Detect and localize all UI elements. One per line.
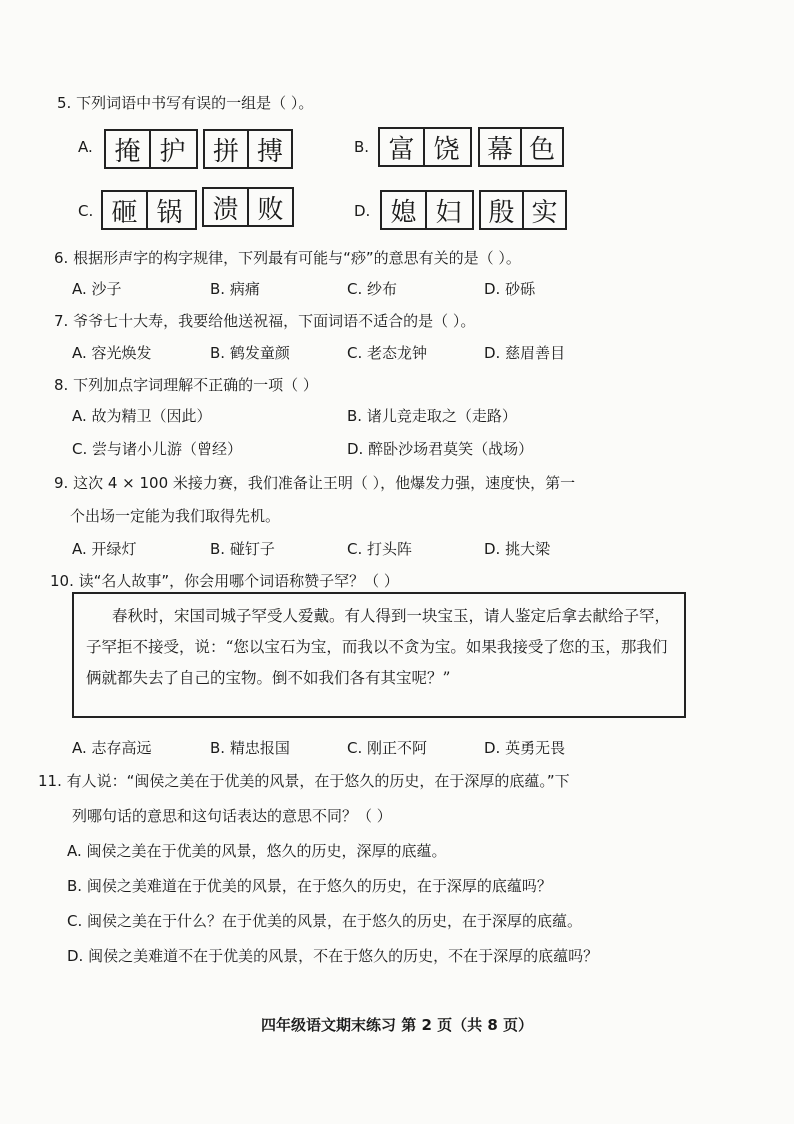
q11-stem-line2: 列哪句话的意思和这句话表达的意思不同？（ ） (72, 807, 392, 825)
char: 妇 (425, 192, 470, 228)
q11-option-b: B. 闽侯之美难道在于优美的风景，在于悠久的历史，在于深厚的底蕴吗？ (67, 877, 552, 895)
q5-a-word-1 (104, 129, 198, 169)
q11-option-d: D. 闽侯之美难道不在于优美的风景，不在于悠久的历史，不在于深厚的底蕴吗？ (67, 947, 599, 965)
q10-passage-box (72, 592, 686, 718)
q6-option-c: C. 纱布 (347, 280, 398, 298)
char: 搏 (247, 131, 291, 167)
q5-b-word-1 (378, 127, 472, 167)
char: 败 (247, 189, 292, 225)
char: 护 (149, 131, 194, 167)
q7-option-a: A. 容光焕发 (72, 344, 152, 362)
char: 媳 (390, 197, 417, 228)
q10-option-a: A. 志存高远 (72, 739, 152, 757)
q7-stem: 7. 爷爷七十大寿，我要给他送祝福，下面词语不适合的是（ ）。 (54, 312, 476, 330)
q10-option-c: C. 刚正不阿 (347, 739, 428, 757)
q11-option-c: C. 闽侯之美在于什么？在于优美的风景，在于悠久的历史，在于深厚的底蕴。 (67, 912, 583, 930)
q5-d-word-2 (479, 190, 567, 230)
q8-option-b: B. 诸儿竞走取之（走路） (347, 407, 517, 425)
q5-option-a-label: A. (78, 138, 93, 156)
q5-option-c-label: C. (78, 202, 94, 220)
q8-option-c: C. 尝与诸小儿游（曾经） (72, 440, 243, 458)
q8-stem: 8. 下列加点字词理解不正确的一项（ ） (54, 376, 318, 394)
q5-d-word-1 (380, 190, 474, 230)
q8-option-d: D. 醉卧沙场君莫笑（战场） (347, 440, 534, 458)
char: 砸 (111, 197, 138, 228)
char: 拼 (212, 136, 239, 167)
char: 溃 (212, 194, 239, 225)
q7-option-d: D. 慈眉善目 (484, 344, 566, 362)
q10-passage-text: 春秋时，宋国司城子罕受人爱戴。有人得到一块宝玉，请人鉴定后拿去献给子罕，子罕拒不接受，说：“您以宝石为宝，而我以不贪为宝。如果我接受了您的玉，那我们俩就都失去了自己的宝物。倒不如我们各有其宝呢？” (86, 607, 671, 687)
char: 饶 (423, 129, 468, 165)
q5-option-d-label: D. (354, 202, 371, 220)
char: 色 (520, 129, 562, 165)
char: 实 (522, 192, 565, 228)
q6-stem: 6. 根据形声字的构字规律，下列最有可能与“痧”的意思有关的是（ ）。 (54, 249, 521, 267)
q10-option-d: D. 英勇无畏 (484, 739, 566, 757)
q10-option-b: B. 精忠报国 (210, 739, 290, 757)
q5-stem: 5. 下列词语中书写有误的一组是（ ）。 (57, 94, 314, 112)
q5-a-word-2 (203, 129, 293, 169)
char: 富 (388, 134, 415, 165)
page-footer: 四年级语文期末练习 第 2 页（共 8 页） (261, 1016, 533, 1034)
q6-option-a: A. 沙子 (72, 280, 122, 298)
char: 掩 (114, 136, 141, 167)
q5-option-b-label: B. (354, 138, 370, 156)
q5-c-word-2 (202, 187, 294, 227)
char: 锅 (146, 192, 191, 228)
q8-option-a: A. 故为精卫（因此） (72, 407, 212, 425)
q7-option-c: C. 老态龙钟 (347, 344, 428, 362)
q5-b-word-2 (478, 127, 564, 167)
q9-option-c: C. 打头阵 (347, 540, 413, 558)
q9-stem-line2: 个出场一定能为我们取得先机。 (70, 507, 281, 525)
q10-stem: 10. 读“名人故事”，你会用哪个词语称赞子罕？（ ） (50, 572, 399, 590)
char: 殷 (488, 197, 515, 228)
q9-option-b: B. 碰钉子 (210, 540, 275, 558)
q9-stem-line1: 9. 这次 4 × 100 米接力赛，我们准备让王明（ ），他爆发力强，速度快，第一 (54, 474, 576, 492)
q11-stem-line1: 11. 有人说：“闽侯之美在于优美的风景，在于悠久的历史，在于深厚的底蕴。”下 (38, 772, 570, 790)
char: 幕 (486, 134, 513, 165)
q6-option-b: B. 病痛 (210, 280, 260, 298)
q7-option-b: B. 鹤发童颜 (210, 344, 290, 362)
q6-option-d: D. 砂砾 (484, 280, 536, 298)
q5-c-word-1 (101, 190, 197, 230)
q9-option-d: D. 挑大梁 (484, 540, 551, 558)
q9-option-a: A. 开绿灯 (72, 540, 137, 558)
q11-option-a: A. 闽侯之美在于优美的风景，悠久的历史，深厚的底蕴。 (67, 842, 447, 860)
